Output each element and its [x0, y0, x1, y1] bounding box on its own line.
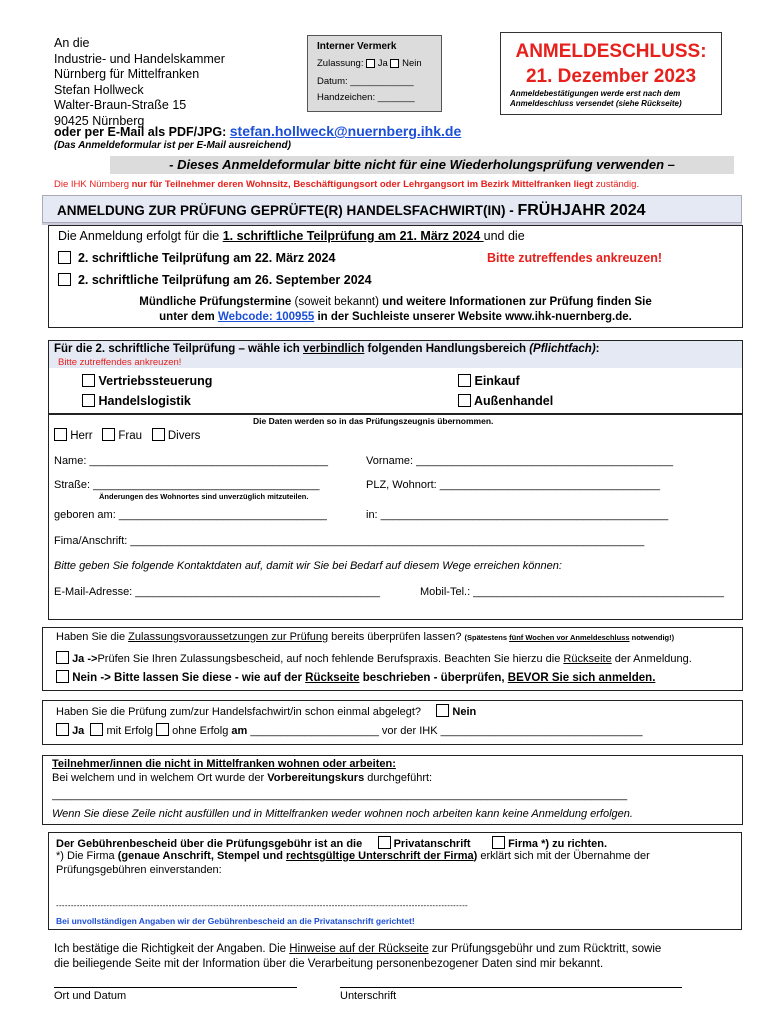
admission-question — [56, 631, 674, 643]
field-option-sales — [82, 374, 212, 388]
info-1a: Mündliche Prüfungstermine — [139, 296, 292, 308]
ext-q-c: durchgeführt: — [364, 772, 433, 784]
adm-nein-d: BEVOR Sie sich anmelden. — [507, 672, 656, 684]
email-note: (Das Anmeldeformular ist per E-Mail ausreichend) — [54, 140, 291, 151]
exam-option-1-checkbox[interactable] — [58, 251, 71, 264]
adm-q-c: bereits überprüfen lassen? — [328, 631, 465, 643]
birthplace-field[interactable]: in: _______________________________________________ — [366, 509, 669, 521]
mobile-field[interactable]: Mobil-Tel.: _________________________________________ — [420, 586, 725, 598]
deadline-date: 21. Dezember 2023 — [525, 66, 697, 87]
fees-l2-e: erklärt sich mit der Übernahme der — [477, 850, 650, 862]
field-title-d: (Pflichtfach) — [529, 343, 596, 355]
without-success-label: ohne Erfolg — [172, 725, 229, 737]
exam-option-2 — [58, 273, 372, 287]
field-title-e: : — [595, 343, 600, 355]
fees-l2-c: rechtsgültige Unterschrift der Firma — [286, 850, 474, 862]
firstname-field[interactable]: Vorname: __________________________________________ — [366, 455, 674, 467]
frau-label: Frau — [118, 430, 143, 442]
internal-note-box — [307, 35, 442, 112]
adm-q-a: Haben Sie die — [56, 631, 129, 643]
ihk-responsibility-note — [54, 179, 639, 190]
confirm-a: Ich bestätige die Richtigkeit der Angaben. Die — [54, 943, 290, 955]
street-field[interactable]: Straße: _____________________________________ — [54, 479, 320, 491]
sales-checkbox[interactable] — [82, 374, 95, 387]
exam-info-line-1 — [48, 295, 743, 310]
fees-line-1 — [56, 836, 607, 850]
admission-no-row — [56, 670, 655, 684]
confirm-b: Hinweise auf der Rückseite — [289, 943, 429, 955]
divers-checkbox[interactable] — [152, 428, 165, 441]
internal-approval-row — [317, 58, 422, 69]
confirm-line-1 — [54, 943, 661, 955]
prior-date-label: am — [231, 725, 248, 737]
info-2b: in der Suchleiste unserer Website www.ihk-nuernberg.de. — [314, 311, 632, 323]
approval-yes-checkbox[interactable] — [366, 59, 375, 68]
field-option-foreign-trade — [458, 394, 553, 408]
divers-label: Divers — [167, 430, 201, 442]
heading-main: ANMELDUNG ZUR PRÜFUNG GEPRÜFTE(R) HANDELSFACHWIRT(IN) - — [57, 203, 518, 218]
adm-q-small-a: (Spätestens — [464, 633, 510, 642]
fees-l2-a: *) Die Firma — [56, 850, 118, 862]
confirm-c: zur Prüfungsgebühr und zum Rücktritt, sowie — [428, 943, 662, 955]
address-line: Stefan Hollweck — [54, 82, 144, 97]
ext-q-a: Bei welchem und in welchem Ort wurde der — [52, 772, 268, 784]
address-line: An die — [54, 36, 90, 50]
birthdate-field[interactable]: geboren am: __________________________________ — [54, 509, 327, 521]
ext-q-b: Vorbereitungskurs — [267, 772, 365, 784]
place-date-label: Ort und Datum — [54, 990, 127, 1002]
place-date-line[interactable] — [54, 987, 297, 988]
address-line: Nürnberg für Mittelfranken — [54, 67, 200, 81]
signature-label: Unterschrift — [340, 990, 397, 1002]
form-heading — [42, 195, 742, 223]
field-title-c: folgenden Handlungsbereich — [364, 343, 530, 355]
fees-l2-b: (genaue Anschrift, Stempel und — [117, 850, 287, 862]
zip-city-field[interactable]: PLZ, Wohnort: ____________________________________ — [366, 479, 661, 491]
field-title-b: verbindlich — [303, 343, 365, 355]
confirm-line-2: die beiliegende Seite mit der Information über die Verarbeitung personenbezogener Daten sind mir bekannt. — [54, 958, 604, 970]
adm-q-b: Zulassungsvoraussetzungen zur Prüfung — [128, 631, 329, 643]
fees-company-label: Firma *) zu richten. — [508, 838, 608, 850]
ihk-note-b: nur für Teilnehmer deren Wohnsitz, Beschäftigungsort oder Lehrgangsort im Bezirk Mittelfranken liegt — [131, 179, 594, 190]
heading-term: FRÜHJAHR 2024 — [517, 202, 646, 219]
internal-date: Datum: ____________ — [317, 76, 414, 87]
email-prefix: oder per E-Mail als PDF/JPG: — [54, 125, 230, 139]
exam-info-line-2 — [48, 310, 743, 325]
prior-date-field[interactable]: _____________________ — [247, 725, 382, 737]
field-option-purchasing — [458, 374, 520, 388]
heading-text — [57, 202, 646, 220]
prior-no-label: Nein — [452, 706, 477, 718]
address-line: 90425 Nürnberg — [54, 113, 145, 128]
deadline-note-1: Anmeldebestätigungen werde erst nach dem — [510, 89, 681, 98]
herr-label: Herr — [70, 430, 93, 442]
contact-note: Bitte geben Sie folgende Kontaktdaten auf, damit wir Sie bei Bedarf auf diesem Wege erreichen können: — [54, 560, 562, 572]
webcode-link[interactable]: Webcode: 100955 — [217, 311, 315, 323]
fees-private-checkbox[interactable] — [378, 836, 391, 849]
info-2a: unter dem — [159, 311, 218, 323]
external-note: Wenn Sie diese Zeile nicht ausfüllen und in Mittelfranken weder wohnen noch arbeiten kann keine Anmeldung erfolgen. — [52, 808, 633, 820]
deadline-note-2: Anmeldeschluss versendet (siehe Rückseite) — [510, 99, 682, 108]
exam-intro-c: und die — [483, 229, 525, 243]
foreign-trade-label: Außenhandel — [474, 394, 554, 408]
deadline-title: ANMELDESCHLUSS: — [515, 41, 707, 62]
with-success-checkbox[interactable] — [90, 723, 103, 736]
exam-info — [48, 295, 743, 325]
internal-note-title: Interner Vermerk — [317, 41, 397, 52]
company-field[interactable]: Fima/Anschrift: ____________________________________________________________________________________ — [54, 535, 645, 547]
field-title — [54, 343, 600, 355]
prior-yes-row — [56, 723, 643, 737]
adm-nein-a: Nein -> Bitte lassen Sie diese - wie auf der — [72, 672, 306, 684]
fees-line-3: Prüfungsgebühren einverstanden: — [56, 864, 222, 876]
salutation-row — [54, 428, 200, 442]
personal-note: Die Daten werden so in das Prüfungszeugnis übernommen. — [253, 416, 494, 426]
without-success-checkbox[interactable] — [156, 723, 169, 736]
adm-q-small-b: fünf Wochen vor Anmeldeschluss — [509, 633, 630, 642]
exam-option-1 — [58, 251, 335, 265]
herr-checkbox[interactable] — [54, 428, 67, 441]
exam-intro-a: Die Anmeldung erfolgt für die — [58, 229, 223, 243]
address-line: Industrie- und Handelskammer — [54, 51, 225, 66]
adm-ja-c: Rückseite — [563, 653, 612, 665]
admission-yes-row — [56, 651, 692, 665]
exam-hint: Bitte zutreffendes ankreuzen! — [487, 251, 663, 265]
warning-banner: - Dieses Anmeldeformular bitte nicht für eine Wiederholungsprüfung verwenden – — [110, 156, 734, 174]
field-option-logistics — [82, 394, 191, 408]
sales-label: Vertriebssteuerung — [98, 374, 213, 388]
street-note: Änderungen des Wohnortes sind unverzüglich mitzuteilen. — [99, 492, 309, 501]
purchasing-label: Einkauf — [474, 374, 520, 388]
fees-a: Der Gebührenbescheid über die Prüfungsgebühr ist an die — [56, 838, 363, 850]
deadline-box — [500, 32, 722, 115]
prior-ihk-label: vor der IHK — [381, 725, 438, 737]
ihk-note-a: Die IHK Nürnberg — [54, 179, 132, 190]
prior-no-checkbox[interactable] — [436, 704, 449, 717]
adm-ja-d: der Anmeldung. — [611, 653, 692, 665]
foreign-trade-checkbox[interactable] — [458, 394, 471, 407]
frau-checkbox[interactable] — [102, 428, 115, 441]
fees-company-checkbox[interactable] — [492, 836, 505, 849]
recipient-address — [54, 36, 225, 129]
exam-intro-b: 1. schriftliche Teilprüfung am 21. März 2024 — [222, 229, 484, 243]
address-line: Walter-Braun-Straße 15 — [54, 98, 187, 112]
fees-note: Bei unvollständigen Angaben wir der Gebührenbescheid an die Privatanschrift gerichtet! — [56, 916, 415, 926]
email-link[interactable]: stefan.hollweck@nuernberg.ihk.de — [229, 123, 462, 139]
approval-no-label: Nein — [402, 58, 422, 69]
info-1b: (soweit bekannt) — [291, 296, 383, 308]
fees-l2-d: ) — [473, 850, 478, 862]
prior-question-row — [56, 704, 476, 718]
fees-line-2 — [56, 850, 650, 862]
approval-label: Zulassung: — [317, 58, 364, 69]
with-success-label: mit Erfolg — [106, 725, 153, 737]
info-1c: und weitere Informationen zur Prüfung finden Sie — [382, 296, 652, 308]
prior-question: Haben Sie die Prüfung zum/zur Handelsfachwirt/in schon einmal abgelegt? — [56, 706, 422, 718]
admission-no-checkbox[interactable] — [56, 670, 69, 683]
approval-no-checkbox[interactable] — [390, 59, 399, 68]
adm-q-small-c: notwendig!) — [629, 633, 675, 642]
external-course-field[interactable]: ______________________________________________________________________________________________ — [52, 789, 628, 801]
exam-option-2-label: 2. schriftliche Teilprüfung am 26. September 2024 — [77, 273, 372, 287]
adm-q-small — [465, 633, 675, 642]
exam-intro — [58, 229, 525, 243]
field-hint: Bitte zutreffendes ankreuzen! — [58, 357, 182, 368]
adm-nein-c: beschrieben - überprüfen, — [359, 672, 508, 684]
name-field[interactable]: Name: _______________________________________ — [54, 455, 329, 467]
email-line — [54, 123, 461, 139]
prior-ihk-field[interactable]: _________________________________ — [437, 725, 643, 737]
adm-ja-b: Prüfen Sie Ihren Zulassungsbescheid, auf noch fehlende Berufspraxis. Beachten Sie hierzu die — [97, 653, 564, 665]
purchasing-checkbox[interactable] — [458, 374, 471, 387]
internal-signature: Handzeichen: _______ — [317, 92, 415, 103]
external-question — [52, 772, 432, 784]
logistics-label: Handelslogistik — [98, 394, 191, 408]
external-title: Teilnehmer/innen die nicht in Mittelfranken wohnen oder arbeiten: — [52, 758, 396, 770]
signature-line[interactable] — [340, 987, 682, 988]
exam-option-1-label: 2. schriftliche Teilprüfung am 22. März 2024 — [77, 251, 336, 265]
ihk-note-c: zuständig. — [593, 179, 640, 190]
approval-yes-label: Ja — [377, 58, 388, 69]
prior-yes-checkbox[interactable] — [56, 723, 69, 736]
fees-signature-line[interactable]: ------------------------------------------------------------------------------------------------------------------------------------------- — [56, 901, 469, 910]
adm-nein-b: Rückseite — [305, 672, 360, 684]
email-field[interactable]: E-Mail-Adresse: ________________________________________ — [54, 586, 381, 598]
prior-yes-label: Ja — [72, 725, 85, 737]
field-title-a: Für die 2. schriftliche Teilprüfung – wähle ich — [54, 343, 303, 355]
logistics-checkbox[interactable] — [82, 394, 95, 407]
adm-ja-a: Ja -> — [72, 653, 98, 665]
fees-private-label: Privatanschrift — [393, 838, 471, 850]
exam-option-2-checkbox[interactable] — [58, 273, 71, 286]
admission-yes-checkbox[interactable] — [56, 651, 69, 664]
